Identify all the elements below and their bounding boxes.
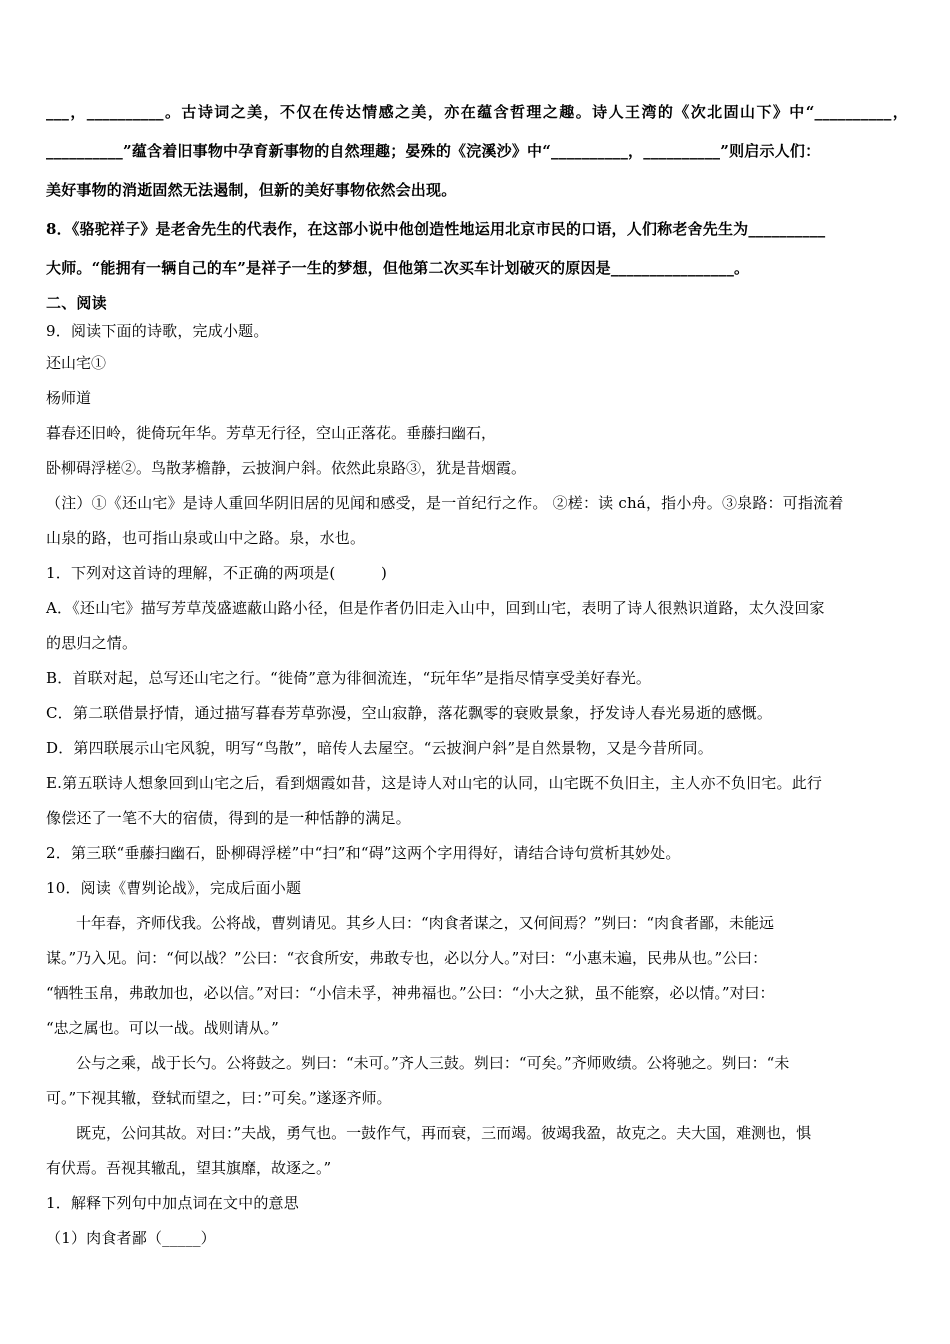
question-8-line-1: 8．《骆驼祥子》是老舍先生的代表作，在这部小说中他创造性地运用北京市民的口语，人们称老舍先生为__________ [46, 220, 826, 238]
question-8-line-2: 大师。“能拥有一辆自己的车”是祥子一生的梦想，但他第二次买车计划破灭的原因是________________。 [46, 259, 750, 277]
option-b: B．首联对起，总写还山宅之行。“徙倚”意为徘徊流连，“玩年华”是指尽情享受美好春光。 [46, 669, 652, 687]
poem-note-line-1: （注）①《还山宅》是诗人重回华阴旧居的见闻和感受，是一首纪行之作。 ②槎：读 chá，指小舟。③泉路：可指流着 [46, 494, 844, 512]
option-c: C．第二联借景抒情，通过描写暮春芳草弥漫，空山寂静，落花飘零的衰败景象，抒发诗人春光易逝的感慨。 [46, 704, 773, 722]
passage-paragraph-2-line-1: 公与之乘，战于长勺。公将鼓之。刿曰：“未可。”齐人三鼓。刿曰：“可矣。”齐师败绩。公将驰之。刿曰：“未 [76, 1054, 790, 1072]
question-9-heading: 9．阅读下面的诗歌，完成小题。 [46, 322, 269, 340]
option-d: D．第四联展示山宅风貌，明写“鸟散”，暗传人去屋空。“云披涧户斜”是自然景物，又是今昔所同。 [46, 739, 713, 757]
poem-note-line-2: 山泉的路，也可指山泉或山中之路。泉，水也。 [46, 529, 366, 547]
fill-blank-line-2: __________”蕴含着旧事物中孕育新事物的自然理趣；晏殊的《浣溪沙》中“__________，__________”则启示人们： [46, 142, 821, 160]
question-10-1-item-1: （1）肉食者鄙（_____） [46, 1229, 216, 1247]
fill-blank-line-3: 美好事物的消逝固然无法遏制，但新的美好事物依然会出现。 [46, 181, 457, 199]
option-e-line-1: E.第五联诗人想象回到山宅之后，看到烟霞如昔，这是诗人对山宅的认同，山宅既不负旧主，主人亦不负旧宅。此行 [46, 774, 823, 792]
question-10-1: 1．解释下列句中加点词在文中的意思 [46, 1194, 299, 1212]
option-a-line-1: A．《还山宅》描写芳草茂盛遮蔽山路小径，但是作者仍旧走入山中，回到山宅，表明了诗人很熟识道路，太久没回家 [46, 599, 825, 617]
passage-paragraph-1-line-3: “牺牲玉帛，弗敢加也，必以信。”对曰：“小信未孚，神弗福也。”公曰：“小大之狱，虽不能察，必以情。”对曰： [46, 984, 775, 1002]
question-9-1: 1．下列对这首诗的理解，不正确的两项是( ) [46, 564, 388, 582]
fill-blank-line-1: ___，__________。古诗词之美，不仅在传达情感之美，亦在蕴含哲理之趣。诗人王湾的《次北固山下》中“__________， [46, 103, 908, 121]
question-9-2: 2．第三联“垂藤扫幽石，卧柳碍浮槎”中“扫”和“碍”这两个字用得好，请结合诗句赏析其妙处。 [46, 844, 681, 862]
passage-paragraph-3-line-1: 既克，公问其故。对曰：”夫战，勇气也。一鼓作气，再而衰，三而竭。彼竭我盈，故克之。夫大国，难测也，惧 [76, 1124, 812, 1142]
document-page [46, 96, 908, 1255]
poem-author: 杨师道 [46, 389, 92, 407]
poem-line-1: 暮春还旧岭，徙倚玩年华。芳草无行径，空山正落花。垂藤扫幽石， [46, 424, 497, 442]
option-a-line-2: 的思归之情。 [46, 634, 138, 652]
passage-paragraph-1-line-2: 谋。”乃入见。问：“何以战？”公曰：“衣食所安，弗敢专也，必以分人。”对曰：“小惠未遍，民弗从也。”公曰： [46, 949, 768, 967]
section-title-reading: 二、阅读 [46, 294, 107, 312]
passage-paragraph-1-line-1: 十年春，齐师伐我。公将战，曹刿请见。其乡人曰：“肉食者谋之，又何间焉？”刿曰：“肉食者鄙，未能远 [76, 914, 775, 932]
passage-paragraph-2-line-2: 可。”下视其辙，登轼而望之，曰：”可矣。”遂逐齐师。 [46, 1089, 392, 1107]
passage-paragraph-3-line-2: 有伏焉。吾视其辙乱，望其旗靡，故逐之。” [46, 1159, 332, 1177]
poem-line-2: 卧柳碍浮槎②。鸟散茅檐静，云披涧户斜。依然此泉路③，犹是昔烟霞。 [46, 459, 527, 477]
passage-paragraph-1-line-4: “忠之属也。可以一战。战则请从。” [46, 1019, 279, 1037]
question-10-heading: 10．阅读《曹刿论战》，完成后面小题 [46, 879, 302, 897]
poem-title: 还山宅① [46, 354, 107, 372]
option-e-line-2: 像偿还了一笔不大的宿债，得到的是一种恬静的满足。 [46, 809, 411, 827]
